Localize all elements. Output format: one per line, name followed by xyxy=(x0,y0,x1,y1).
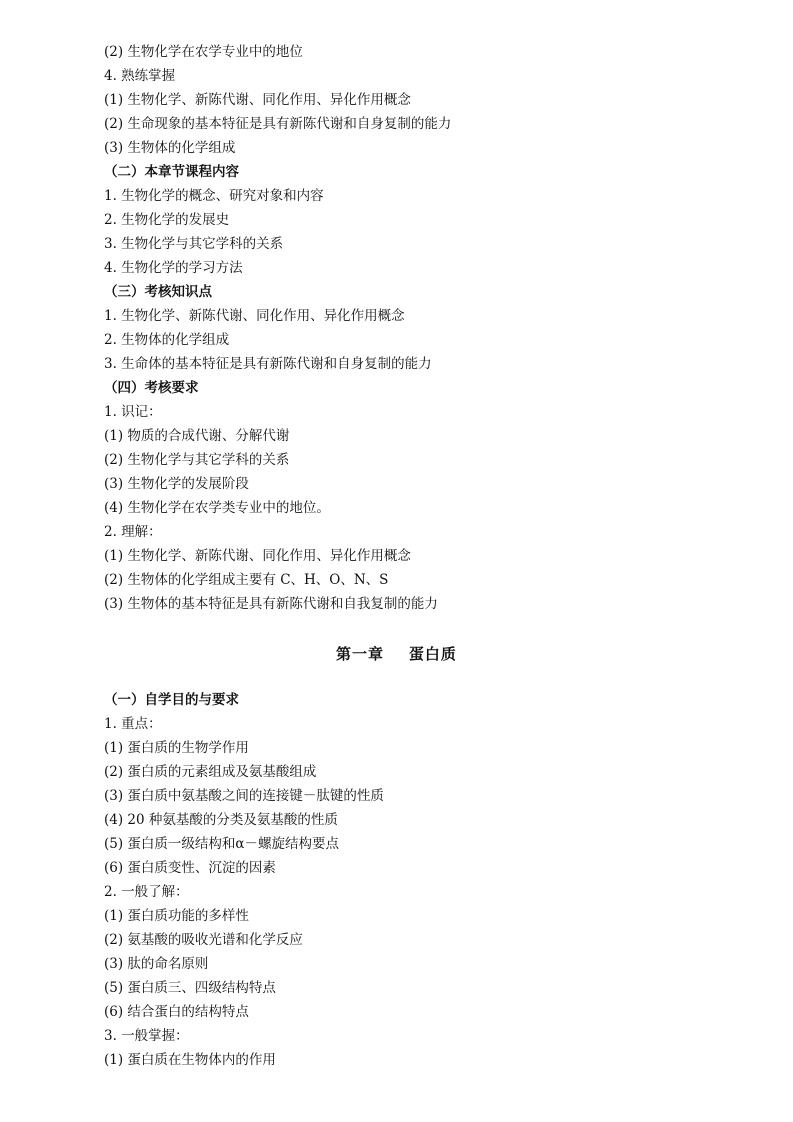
list-item: (2) 生物体的化学组成主要有 C、H、O、N、S xyxy=(104,572,389,588)
list-item: (4) 生物化学在农学类专业中的地位。 xyxy=(104,500,330,516)
list-item: 3. 生物化学与其它学科的关系 xyxy=(104,236,284,252)
list-item: (3) 肽的命名原则 xyxy=(104,956,209,972)
list-item: 3. 一般掌握： xyxy=(104,1028,189,1044)
list-item: (6) 结合蛋白的结构特点 xyxy=(104,1004,249,1020)
list-item: (3) 生物化学的发展阶段 xyxy=(104,476,249,492)
list-item: 4. 生物化学的学习方法 xyxy=(104,260,243,276)
list-item: 2. 生物体的化学组成 xyxy=(104,332,230,348)
list-item: (4) 20 种氨基酸的分类及氨基酸的性质 xyxy=(104,812,338,828)
list-item: 3. 生命体的基本特征是具有新陈代谢和自身复制的能力 xyxy=(104,356,432,372)
list-item: 1. 识记： xyxy=(104,404,162,420)
list-item: (1) 蛋白质的生物学作用 xyxy=(104,740,249,756)
list-item: (2) 氨基酸的吸收光谱和化学反应 xyxy=(104,932,303,948)
list-item: (1) 物质的合成代谢、分解代谢 xyxy=(104,428,290,444)
list-item: 4. 熟练掌握 xyxy=(104,68,176,84)
list-item: (3) 生物体的基本特征是具有新陈代谢和自我复制的能力 xyxy=(104,596,438,612)
list-item: (1) 生物化学、新陈代谢、同化作用、异化作用概念 xyxy=(104,92,411,108)
list-item: (2) 生物化学在农学专业中的地位 xyxy=(104,44,303,60)
list-item: (6) 蛋白质变性、沉淀的因素 xyxy=(104,860,276,876)
list-item: (5) 蛋白质三、四级结构特点 xyxy=(104,980,276,996)
list-item: (1) 蛋白质功能的多样性 xyxy=(104,908,249,924)
section-heading: （三）考核知识点 xyxy=(104,284,212,300)
list-item: (3) 生物体的化学组成 xyxy=(104,140,236,156)
section-heading: （二）本章节课程内容 xyxy=(104,164,239,180)
list-item: (5) 蛋白质一级结构和α－螺旋结构要点 xyxy=(104,836,340,852)
list-item: (2) 生命现象的基本特征是具有新陈代谢和自身复制的能力 xyxy=(104,116,452,132)
list-item: 1. 生物化学的概念、研究对象和内容 xyxy=(104,188,324,204)
list-item: (2) 生物化学与其它学科的关系 xyxy=(104,452,290,468)
section-heading: （四）考核要求 xyxy=(104,380,199,396)
list-item: 1. 重点： xyxy=(104,716,162,732)
list-item: 2. 生物化学的发展史 xyxy=(104,212,230,228)
syllabus-section-chapter1 xyxy=(104,688,704,1072)
list-item: (2) 蛋白质的元素组成及氨基酸组成 xyxy=(104,764,317,780)
list-item: (3) 蛋白质中氨基酸之间的连接键－肽键的性质 xyxy=(104,788,384,804)
list-item: (1) 蛋白质在生物体内的作用 xyxy=(104,1052,276,1068)
syllabus-section-intro xyxy=(104,40,704,616)
list-item: 2. 理解： xyxy=(104,524,162,540)
section-heading: （一）自学目的与要求 xyxy=(104,692,239,708)
list-item: (1) 生物化学、新陈代谢、同化作用、异化作用概念 xyxy=(104,548,411,564)
chapter-title: 第一章 蛋白质 xyxy=(336,645,457,663)
list-item: 1. 生物化学、新陈代谢、同化作用、异化作用概念 xyxy=(104,308,405,324)
list-item: 2. 一般了解： xyxy=(104,884,189,900)
